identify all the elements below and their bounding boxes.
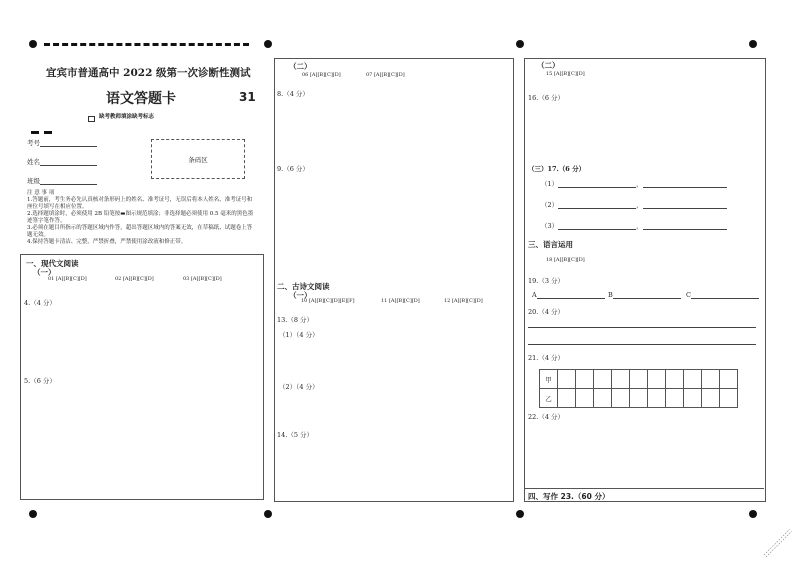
mc-q03[interactable]: 03 [A][B][C][D]: [183, 276, 222, 282]
q19-label: 19.（3 分）: [528, 277, 565, 285]
notice-item: 3.必须在题目所指示的答题区域内作答，超出答题区域内的答案无效，在草稿纸、试题卷上答题无效。: [27, 225, 253, 238]
q17-label: （三）17.（6 分）: [528, 165, 586, 173]
mc-q01[interactable]: 01 [A][B][C][D]: [48, 276, 87, 282]
section2-sub: （一）: [289, 291, 312, 300]
mc-q15[interactable]: 15 [A][B][C][D]: [546, 71, 585, 77]
registration-dot: [516, 510, 524, 518]
name-label: 姓名: [27, 158, 40, 166]
class-field[interactable]: [27, 176, 97, 185]
registration-dot: [29, 40, 37, 48]
registration-dot: [749, 510, 757, 518]
q20-label: 20.（4 分）: [528, 308, 565, 316]
absent-fill-marks: [31, 119, 53, 122]
q17-item-3[interactable]: （3） ，: [541, 221, 727, 230]
section4-divider: [525, 488, 764, 489]
col3-sub2: （二）: [537, 61, 560, 70]
mc-q10[interactable]: 10 [A][B][C][D][E][F]: [301, 298, 355, 304]
q5-label: 5.（6 分）: [24, 377, 56, 385]
section1-title: 一、现代文阅读: [26, 259, 79, 268]
q20-answer-line[interactable]: [528, 344, 756, 345]
q19-answer-a[interactable]: A: [532, 291, 605, 299]
section2-title: 二、古诗文阅读: [277, 282, 330, 291]
notice-item: 4.保持答题卡清洁、完整，严禁折叠，严禁使用涂改液和修正带。: [27, 239, 187, 245]
notice-title: 注 意 事 项: [27, 190, 55, 196]
notice-item: 1.答题前，考生务必先认真核对条形码上的姓名、准考证号，无误后将本人姓名、准考证号和座位号填写在相应位置。: [27, 197, 253, 210]
q13-1-label: （1）（4 分）: [279, 331, 319, 339]
section1-sub: （一）: [33, 268, 56, 277]
registration-dashes: [44, 43, 249, 46]
q9-label: 9.（6 分）: [277, 165, 309, 173]
name-field[interactable]: [27, 157, 97, 166]
class-label: 班级: [27, 177, 40, 185]
kaohao-field[interactable]: [27, 138, 97, 147]
registration-dot: [29, 510, 37, 518]
mc-q07[interactable]: 07 [A][B][C][D]: [366, 72, 405, 78]
q16-label: 16.（6 分）: [528, 94, 565, 102]
mc-q11[interactable]: 11 [A][B][C][D]: [381, 298, 420, 304]
q19-answer-c[interactable]: C: [686, 291, 759, 299]
barcode-label: 条码区: [188, 155, 208, 164]
card-title: 语文答题卡: [106, 91, 176, 107]
mc-q06[interactable]: 06 [A][B][C][D]: [302, 72, 341, 78]
kaohao-label: 考号: [27, 139, 40, 147]
q17-item-1[interactable]: （1） ，: [541, 179, 727, 188]
grid-row-label: 甲: [540, 370, 558, 389]
q14-label: 14.（5 分）: [277, 431, 314, 439]
registration-dot: [749, 40, 757, 48]
notice-item: 2.选择题填涂时，必须使用 2B 铅笔按▬图示规范填涂；非选择题必须使用 0.5 毫米的黑色墨迹签字笔作答。: [27, 211, 254, 224]
registration-dot: [516, 40, 524, 48]
mc-q02[interactable]: 02 [A][B][C][D]: [115, 276, 154, 282]
q21-writing-grid[interactable]: [539, 369, 738, 408]
exam-title: 宜宾市普通高中 2022 级第一次诊断性测试: [46, 67, 251, 79]
q8-label: 8.（4 分）: [277, 90, 309, 98]
card-number: 31: [239, 90, 256, 104]
section3-title: 三、语言运用: [528, 240, 573, 249]
grid-row-label: 乙: [540, 389, 558, 408]
absent-mark-label: 缺考教师填涂缺考标志: [99, 114, 155, 120]
q13-label: 13.（8 分）: [277, 316, 314, 324]
notice-block: [27, 190, 257, 246]
q20-answer-line[interactable]: [528, 327, 756, 328]
section4-title: 四、写作 23.（60 分）: [528, 492, 610, 501]
absent-checkbox[interactable]: [88, 116, 95, 122]
answer-area-col1[interactable]: [20, 254, 264, 500]
mc-q18[interactable]: 18 [A][B][C][D]: [546, 257, 585, 263]
q21-label: 21.（4 分）: [528, 354, 565, 362]
corner-fold-mark: [762, 527, 792, 557]
q17-item-2[interactable]: （2） ，: [541, 200, 727, 209]
registration-dot: [264, 40, 272, 48]
mc-q12[interactable]: 12 [A][B][C][D]: [444, 298, 483, 304]
q13-2-label: （2）（4 分）: [279, 383, 319, 391]
q4-label: 4.（4 分）: [24, 299, 56, 307]
q22-label: 22.（4 分）: [528, 413, 565, 421]
barcode-area: [151, 139, 245, 179]
col2-sub2: （二）: [289, 62, 312, 71]
q19-answer-b[interactable]: B: [608, 291, 681, 299]
registration-dot: [264, 510, 272, 518]
